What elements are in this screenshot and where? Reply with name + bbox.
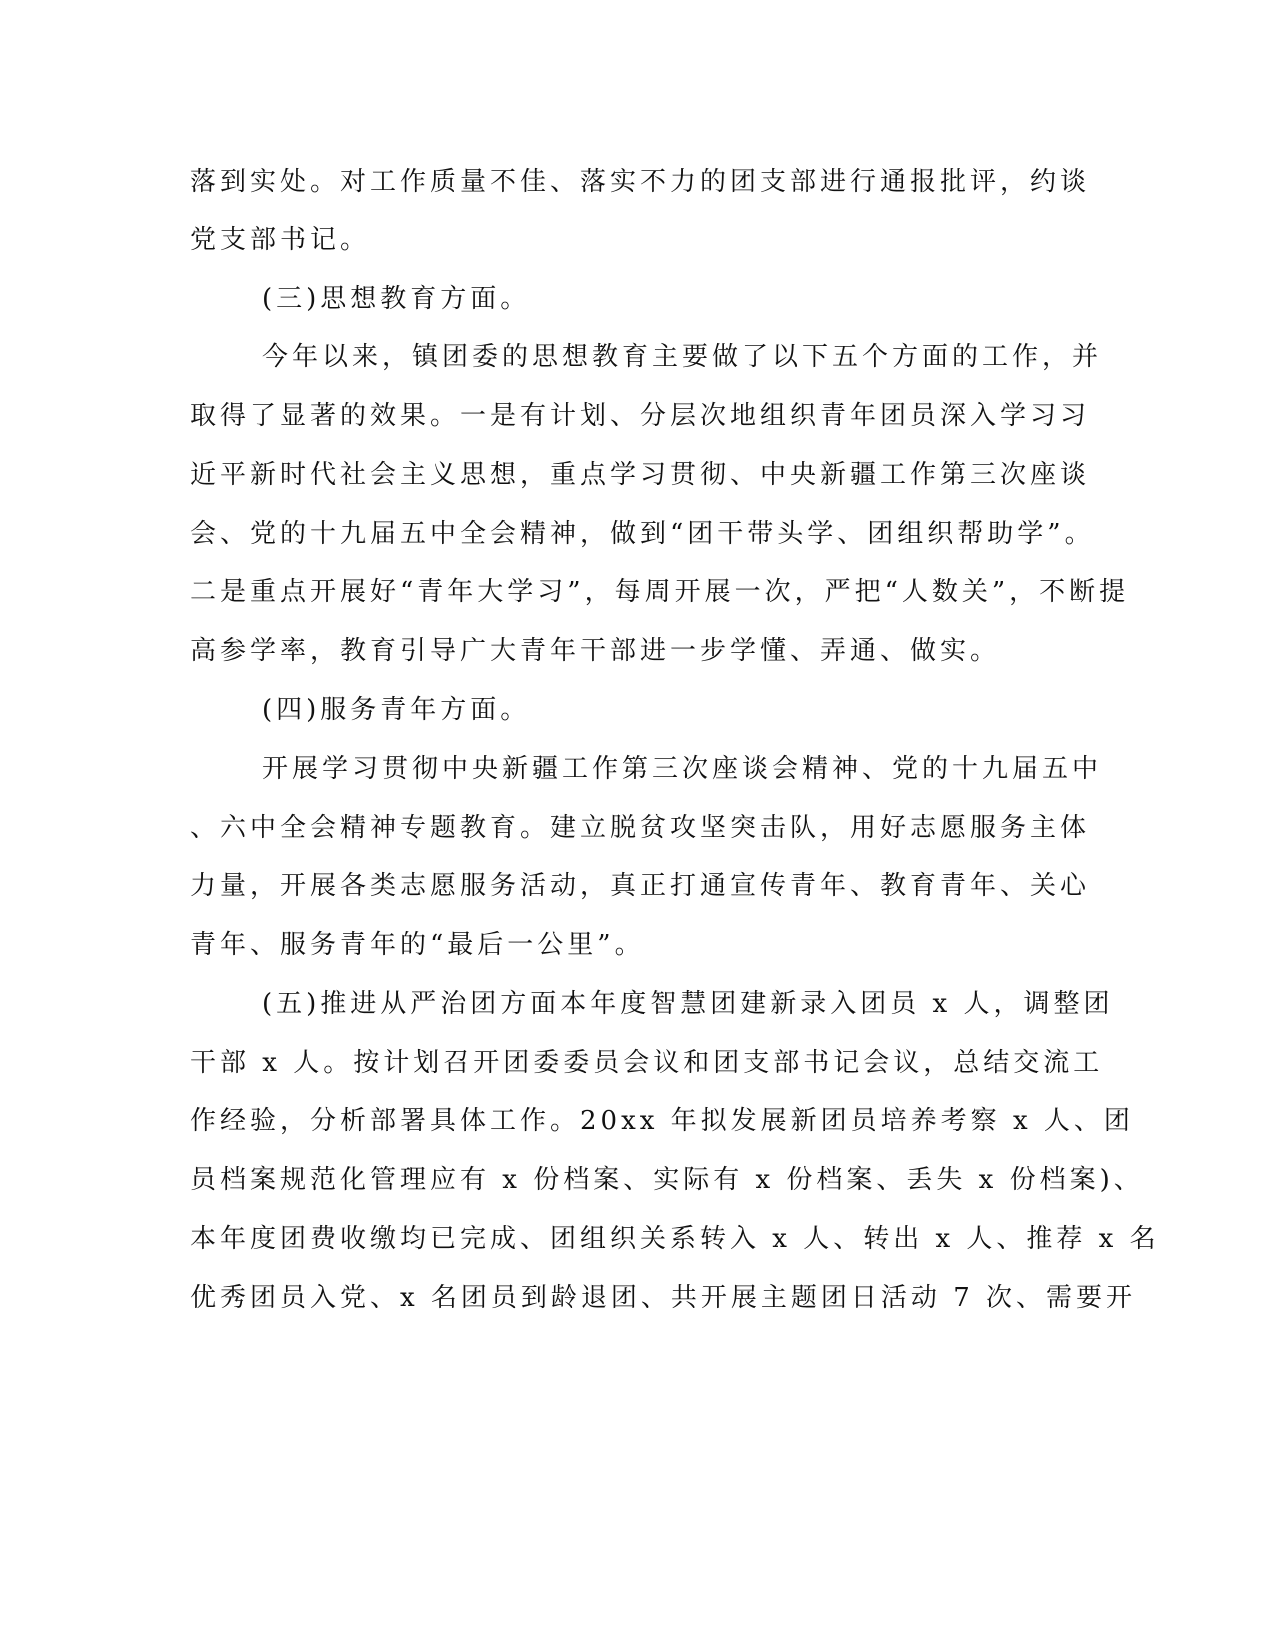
text-line: 二是重点开展好“青年大学习”，每周开展一次，严把“人数关”，不断提 <box>190 577 1130 607</box>
text-line: 高参学率，教育引导广大青年干部进一步学懂、弄通、做实。 <box>190 636 1001 666</box>
text-line: 取得了显著的效果。一是有计划、分层次地组织青年团员深入学习习 <box>190 401 1091 431</box>
text-line: 党支部书记。 <box>190 225 371 255</box>
text-line: 优秀团员入党、x 名团员到龄退团、共开展主题团日活动 7 次、需要开 <box>190 1283 1136 1313</box>
section-heading: (四)服务青年方面。 <box>262 695 531 725</box>
section-heading: (五)推进从严治团方面本年度智慧团建新录入团员 x 人，调整团 <box>262 989 1114 1019</box>
text-line: 作经验，分析部署具体工作。20xx 年拟发展新团员培养考察 x 人、团 <box>190 1106 1134 1136</box>
text-line: 员档案规范化管理应有 x 份档案、实际有 x 份档案、丢失 x 份档案)、 <box>190 1165 1144 1195</box>
text-line: 力量，开展各类志愿服务活动，真正打通宣传青年、教育青年、关心 <box>190 871 1091 901</box>
text-line: 今年以来，镇团委的思想教育主要做了以下五个方面的工作，并 <box>262 342 1103 372</box>
text-line: 近平新时代社会主义思想，重点学习贯彻、中央新疆工作第三次座谈 <box>190 460 1091 490</box>
text-line: 会、党的十九届五中全会精神，做到“团干带头学、团组织帮助学”。 <box>190 519 1095 549</box>
text-line: 、六中全会精神专题教育。建立脱贫攻坚突击队，用好志愿服务主体 <box>190 813 1091 843</box>
text-line: 落到实处。对工作质量不佳、落实不力的团支部进行通报批评，约谈 <box>190 167 1091 197</box>
text-line: 干部 x 人。按计划召开团委委员会议和团支部书记会议，总结交流工 <box>190 1048 1104 1078</box>
text-line: 本年度团费收缴均已完成、团组织关系转入 x 人、转出 x 人、推荐 x 名 <box>190 1224 1160 1254</box>
text-line: 青年、服务青年的“最后一公里”。 <box>190 930 645 960</box>
text-line: 开展学习贯彻中央新疆工作第三次座谈会精神、党的十九届五中 <box>262 754 1103 784</box>
section-heading: (三)思想教育方面。 <box>262 284 531 314</box>
